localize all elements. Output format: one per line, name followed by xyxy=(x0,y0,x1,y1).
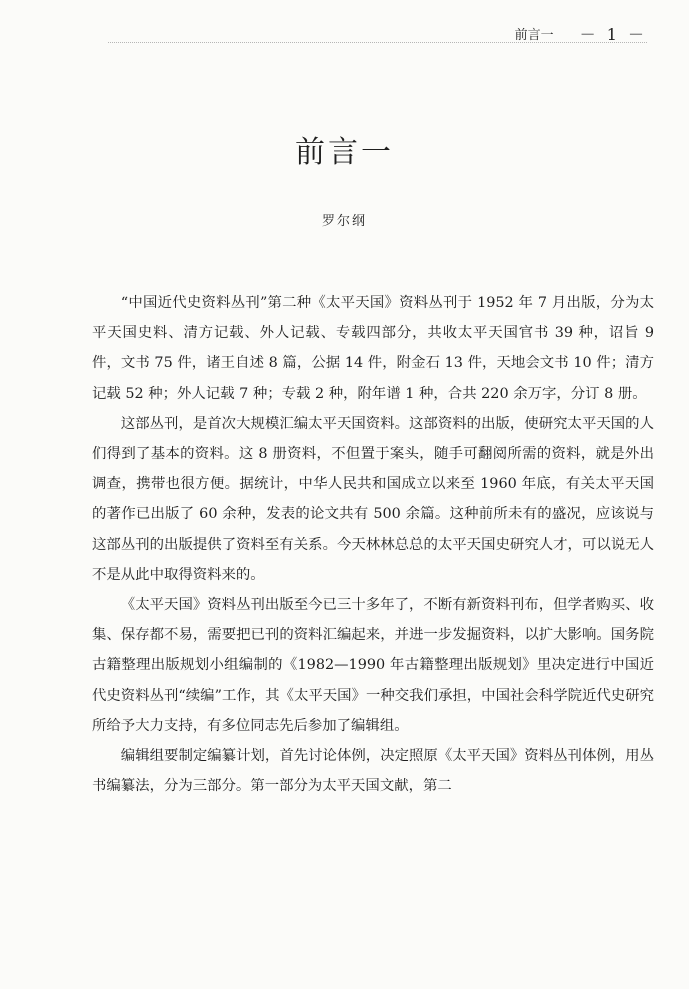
header-rule xyxy=(108,42,647,43)
paragraph: 这部丛刊，是首次大规模汇编太平天国资料。这部资料的出版，使研究太平天国的人们得到了基本的资料。这 8 册资料，不但置于案头，随手可翻阅所需的资料，就是外出调查，携带也很方便。据统计，中华人民共和国成立以来至 1960 年底，有关太平天国的著作已出版了 60 余种，发表的论文共有 500 余篇。这种前所未有的盛况，应该说与这部丛刊的出版提供了资料至有关系。今天林林总总的太平天国史研究人才，可以说无人不是从此中取得资料来的。 xyxy=(92,415,654,583)
paragraph: “中国近代史资料丛刊”第二种《太平天国》资料丛刊于 1952 年 7 月出版，分为太平天国史料、清方记载、外人记载、专载四部分，共收太平天国官书 39 种，诏旨 9 件，文书 75 件，诸王自述 8 篇，公据 14 件，附金石 13 件，天地会文书 10 件；清方记载 52 种；外人记载 7 种；专载 2 种，附年谱 1 种，合共 220 余万字，分订 8 册。 xyxy=(92,295,654,402)
running-header-section: 前言一 xyxy=(514,28,554,43)
page-number: － 1 － xyxy=(579,25,647,44)
body-text xyxy=(92,288,654,801)
paragraph: 《太平天国》资料丛刊出版至今已三十多年了，不断有新资料刊布，但学者购买、收集、保存都不易，需要把已刊的资料汇编起来，并进一步发掘资料，以扩大影响。国务院古籍整理出版规划小组编制的《1982—1990 年古籍整理出版规划》里决定进行中国近代史资料丛刊“续编”工作，其《太平天国》一种交我们承担，中国社会科学院近代史研究所给予大力支持，有多位同志先后参加了编辑组。 xyxy=(92,597,654,734)
chapter-title: 前言一 xyxy=(295,135,394,170)
author-name: 罗尔纲 xyxy=(321,214,367,229)
paragraph: 编辑组要制定编纂计划，首先讨论体例，决定照原《太平天国》资料丛刊体例，用丛书编纂法，分为三部分。第一部分为太平天国文献，第二 xyxy=(92,748,654,795)
